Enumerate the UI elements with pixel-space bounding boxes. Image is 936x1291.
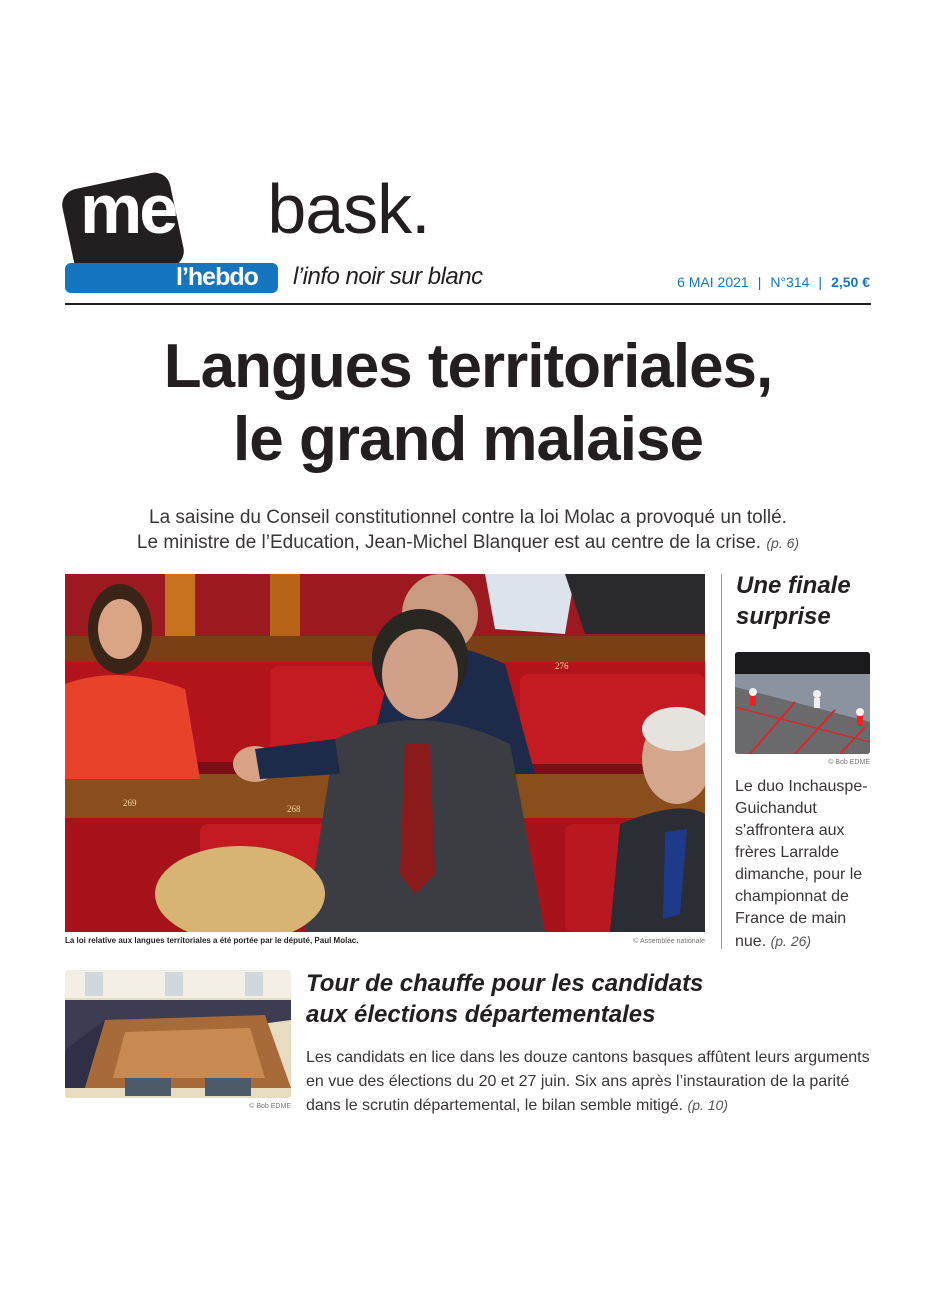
pelota-court-illustration bbox=[735, 652, 870, 754]
issue-separator: | bbox=[818, 274, 823, 290]
issue-number: N°314 bbox=[770, 274, 810, 290]
bottom-page-ref[interactable]: (p. 10) bbox=[687, 1097, 729, 1113]
bottom-photo-credit: © Bob EDME bbox=[249, 1103, 291, 1110]
seat-number: 269 bbox=[123, 798, 137, 808]
bottom-body-text: Les candidats en lice dans les douze cantons basques affûtent leurs arguments en vue des élections du 20 et 27 juin. Six ans après l’instauration de la parité dans le scrutin départemental, le bilan semble mitigé. bbox=[306, 1049, 870, 1114]
issue-date: 6 MAI 2021 bbox=[677, 274, 749, 290]
side-headline-line2: surprise bbox=[736, 603, 831, 631]
mediabask-logo bbox=[60, 172, 490, 297]
side-headline-line1: Une finale bbox=[736, 572, 851, 599]
logo-wordmark bbox=[80, 170, 430, 248]
logo-hebdo-text: l’hebdo bbox=[176, 263, 258, 291]
side-body bbox=[735, 776, 875, 953]
side-photo-credit: © Bob EDME bbox=[828, 759, 870, 766]
lead-headline[interactable] bbox=[65, 330, 871, 476]
bottom-headline[interactable] bbox=[306, 968, 871, 1030]
lead-photo[interactable] bbox=[65, 574, 705, 932]
side-body-text: Le duo Inchauspe-Guichandut s'affrontera aux frères Larralde dimanche, pour le championnat de France de main nue. bbox=[735, 778, 868, 950]
issue-separator: | bbox=[757, 274, 762, 290]
parliament-scene-illustration bbox=[65, 574, 705, 932]
seat-number: 268 bbox=[287, 804, 301, 814]
side-headline[interactable] bbox=[736, 570, 876, 632]
lead-photo-credit: © Assemblée nationale bbox=[633, 938, 705, 945]
issue-price: 2,50 € bbox=[831, 274, 870, 290]
side-photo[interactable] bbox=[735, 652, 870, 754]
lead-deck-line2: Le ministre de l’Education, Jean-Michel Blanquer est au centre de la crise. bbox=[136, 532, 762, 554]
side-page-ref[interactable]: (p. 26) bbox=[770, 932, 812, 949]
lead-page-ref[interactable]: (p. 6) bbox=[766, 535, 800, 552]
seat-number: 276 bbox=[555, 661, 569, 671]
lead-headline-line2: le grand malaise bbox=[233, 405, 703, 475]
bottom-headline-line1: Tour de chauffe pour les candidats bbox=[306, 970, 704, 997]
lead-deck-line1: La saisine du Conseil constitutionnel contre la loi Molac a provoqué un tollé. bbox=[149, 507, 787, 528]
tagline: l’info noir sur blanc bbox=[293, 263, 483, 290]
bottom-photo[interactable] bbox=[65, 970, 291, 1098]
lead-headline-line1: Langues territoriales, bbox=[163, 332, 773, 401]
bottom-headline-line2: aux élections départementales bbox=[306, 1001, 656, 1029]
column-divider bbox=[721, 574, 722, 949]
lead-deck bbox=[65, 505, 871, 555]
issue-info bbox=[677, 274, 870, 290]
logo-bask-text: bask. bbox=[267, 170, 430, 248]
lead-photo-caption: La loi relative aux langues territoriales a été portée par le député, Paul Molac. bbox=[65, 936, 359, 945]
masthead-rule bbox=[65, 303, 871, 305]
bottom-body bbox=[306, 1046, 876, 1118]
logo-media-text: media bbox=[80, 170, 268, 248]
council-chamber-illustration bbox=[65, 970, 291, 1098]
